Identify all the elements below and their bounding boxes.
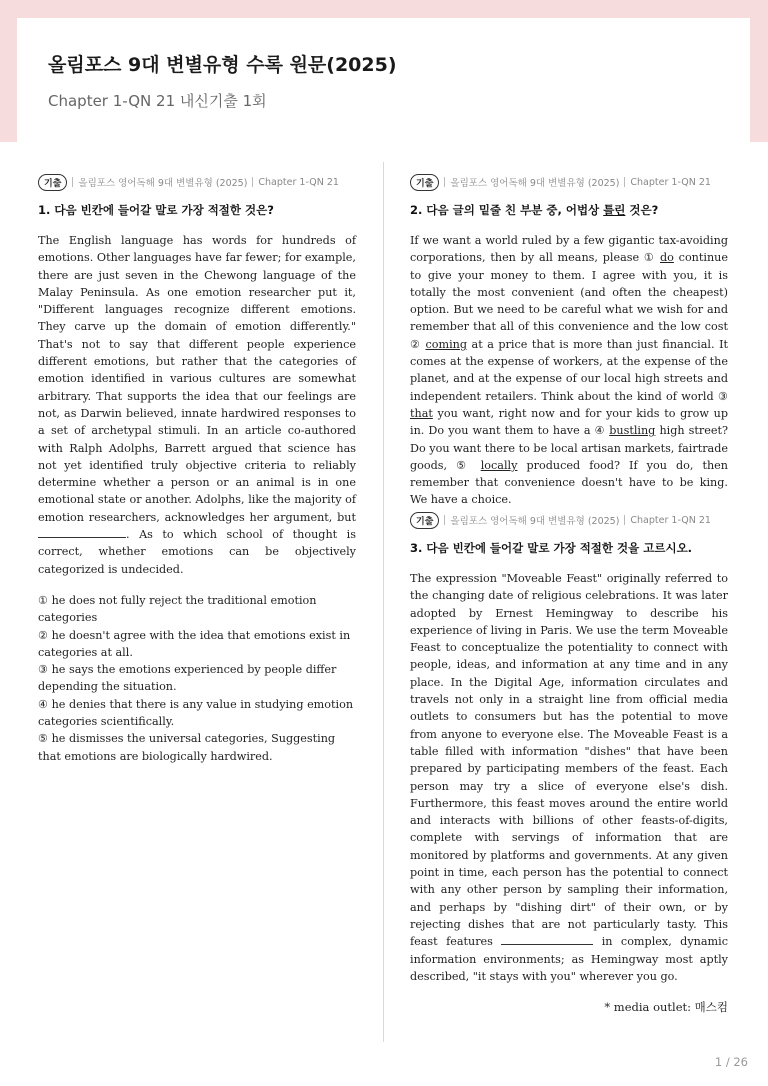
answer-choice[interactable]: ① he does not fully reject the traditional emotion categories — [38, 593, 317, 625]
passage-text: The expression "Moveable Feast" originally referred to the changing date of religious celebrations. It was later adopted by Ernest Hemingway to describe his experience of living in Paris. We use the term Moveable Feast to conceptualize the potentiality to connect with people, ideas, and information at any time and in any place. In the Digital Age, information circulates and travels not only in a straight line from official media outlets to consumers but has the potential to move from anyone to everyone else. The Moveable Feast is a table filled with information "dishes" that have been prepared by participating members of the feast. Each person may try a slice of everyone else's dish. Furthermore, this feast moves around the entire world and interacts with billions of other feasts-of-digits, complete with servings of information that are monitored by platforms and governments. At any given point in time, each person has the potential to connect with any other person by sampling their information, and perhaps by "dishing dirt" of their own, or by rejecting dishes that are not particularly tasty. This feast features — [410, 572, 728, 949]
answer-choice[interactable]: ⑤ he dismisses the universal categories, Suggesting that emotions are biologically hardwired. — [38, 732, 336, 763]
source-label: 올림포스 영어독해 9대 변별유형 (2025) — [450, 516, 620, 527]
document-title: 올림포스 9대 변별유형 수록 원문(2025) — [48, 54, 397, 76]
source-label: 올림포스 영어독해 9대 변별유형 (2025) — [78, 178, 248, 189]
question-meta — [410, 512, 728, 528]
passage-text: The English language has words for hundreds of emotions. Other languages have far fewer; for example, there are just seven in the Chewong language of the Malay Peninsula. As one emotion researcher put it, "Different languages recognize different emotions. They carve up the domain of emotion differently." That's not to say that different people experience different emotions, but rather that the categories of emotion identified in various cultures are somewhat arbitrary. That supports the idea that our feelings are not, as Darwin believed, innate hardwired responses to a set of archetypal stimuli. In an article co-authored with Ralph Adolphs, Barrett argued that science has not yet identified truly objective criteria to reliably determine whether a person or an animal is in one emotional state or another. Adolphs, like the majority of emotion researchers, acknowledges her argument, but — [38, 234, 356, 524]
meta-separator — [624, 177, 625, 187]
chapter-label: Chapter 1-QN 21 — [630, 176, 711, 188]
footnote: * media outlet: 매스컴 — [604, 1000, 728, 1015]
meta-separator — [444, 515, 445, 525]
source-label: 올림포스 영어독해 9대 변별유형 (2025) — [450, 178, 620, 189]
answer-choice[interactable]: ④ he denies that there is any value in studying emotion categories scientifically. — [38, 697, 354, 729]
source-badge: 기출 — [410, 512, 439, 529]
question-2 — [410, 174, 728, 509]
answer-choices — [38, 592, 356, 765]
underlined-option: coming — [425, 337, 468, 351]
passage-text: at a price that is more than just financial. It comes at the expense of workers, at the expense of the planet, and at the expense of our local high streets and independent retailers. Think about the kind of world ③ — [410, 337, 728, 403]
passage-text: . As to which school of thought is correct, whether emotions can be objectively categorized is undecided. — [38, 528, 356, 576]
answer-blank — [38, 528, 126, 538]
meta-separator — [72, 177, 73, 187]
chapter-label: Chapter 1-QN 21 — [630, 514, 711, 526]
underlined-option: locally — [480, 458, 518, 472]
source-badge: 기출 — [38, 174, 67, 191]
passage — [410, 232, 728, 509]
question-meta — [410, 174, 728, 190]
meta-separator — [624, 515, 625, 525]
header-card — [17, 18, 750, 142]
answer-blank — [501, 935, 593, 945]
passage-text: continue to give your money to them. I agree with you, it is totally the most convenient (and often the cheapest) option. But we need to be careful what we wish for and remember that all of this convenience and the low cost ② — [410, 251, 728, 351]
underlined-option: bustling — [609, 424, 656, 438]
question-1 — [38, 174, 356, 765]
meta-separator — [252, 177, 253, 187]
passage-text: produced food? If you do, then remember that convenience doesn't have to be king. We have a choice. — [410, 458, 728, 507]
chapter-label: Chapter 1-QN 21 — [258, 176, 339, 188]
question-title: 1. 다음 빈칸에 들어갈 말로 가장 적절한 것은? — [38, 203, 274, 217]
question-title-text: 2. 다음 글의 밑줄 친 부분 중, 어법상 — [410, 203, 604, 217]
question-title: 3. 다음 빈칸에 들어갈 말로 가장 적절한 것을 고르시오. — [410, 541, 693, 555]
passage-text: high street? Do you want there to be local artisan markets, fairtrade goods, ⑤ — [410, 424, 728, 472]
passage — [410, 570, 728, 985]
question-title — [410, 202, 728, 218]
source-badge: 기출 — [410, 174, 439, 191]
passage-text: If we want a world ruled by a few gigantic tax-avoiding corporations, then by all means, please ① — [410, 234, 728, 265]
passage-text: in complex, dynamic information environments; as Hemingway most aptly described, "it stays with you" wherever you go. — [410, 935, 728, 983]
column-divider — [383, 162, 384, 1042]
answer-choice[interactable]: ③ he says the emotions experienced by people differ depending the situation. — [38, 663, 337, 694]
question-title-text: 것은? — [625, 203, 659, 217]
meta-separator — [444, 177, 445, 187]
document-subtitle: Chapter 1-QN 21 내신기출 1회 — [48, 92, 267, 110]
passage — [38, 232, 356, 578]
answer-choice[interactable]: ② he doesn't agree with the idea that emotions exist in categories at all. — [38, 628, 351, 659]
passage-text: you want, right now and for your kids to grow up in. Do you want them to have a ④ — [410, 406, 728, 438]
question-meta — [38, 174, 356, 190]
question-title-emphasis: 틀린 — [603, 203, 626, 217]
underlined-option: that — [410, 406, 433, 420]
question-3 — [410, 512, 728, 1015]
underlined-option: do — [659, 251, 674, 265]
page-number: 1 / 26 — [714, 1055, 748, 1069]
